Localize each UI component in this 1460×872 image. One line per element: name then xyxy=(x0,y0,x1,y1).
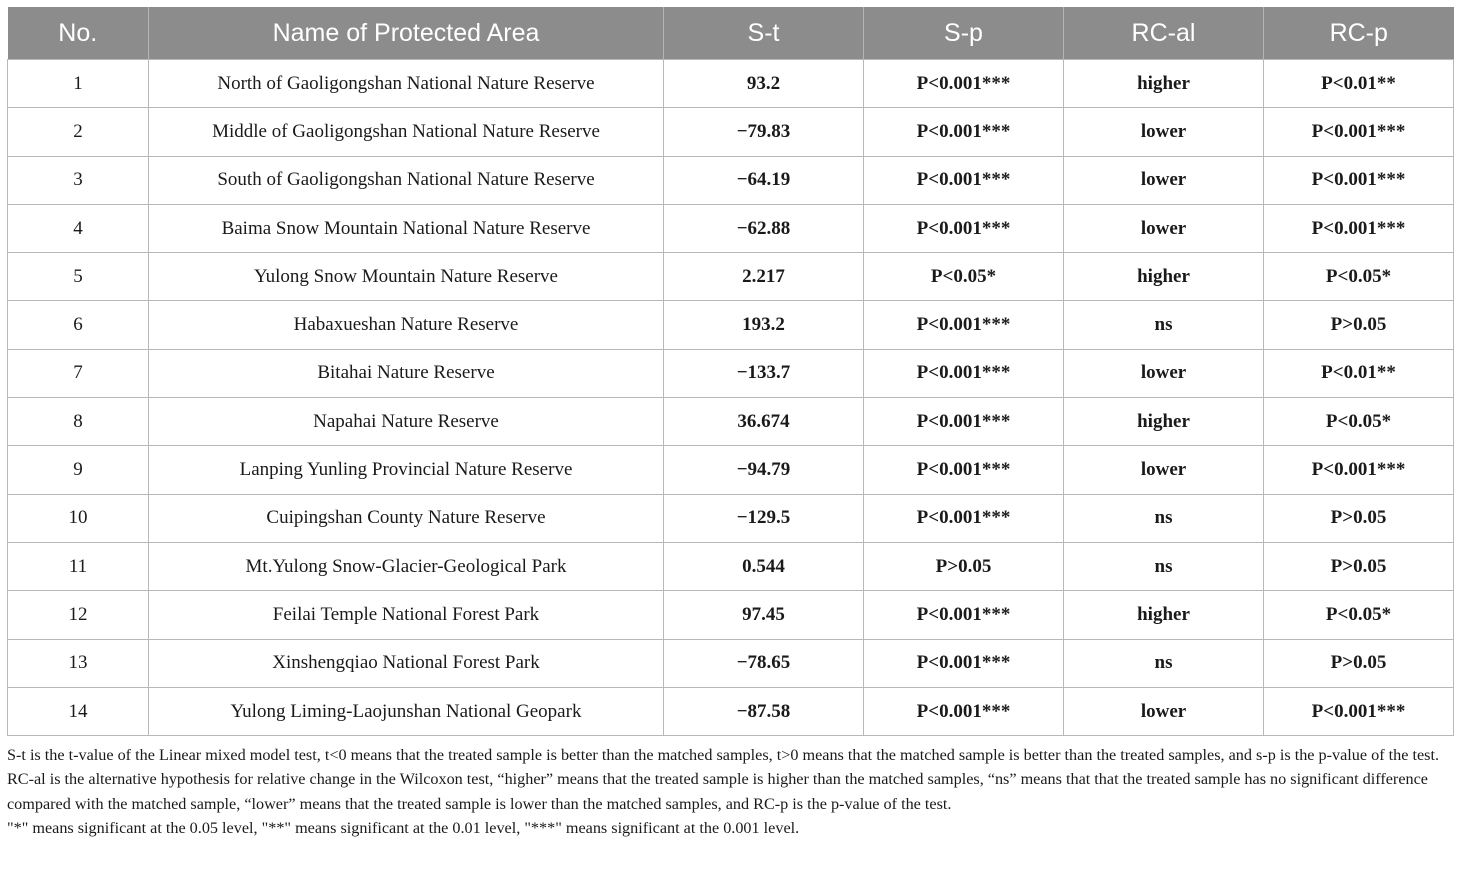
cell-s-t: 0.544 xyxy=(664,542,864,590)
cell-no: 8 xyxy=(8,398,149,446)
cell-name: Napahai Nature Reserve xyxy=(149,398,664,446)
header-name: Name of Protected Area xyxy=(149,7,664,60)
footnote-rc-al: RC-al is the alternative hypothesis for relative change in the Wilcoxon test, “higher” means that the treated sample is higher than the matched samples, “ns” means that that the treated sample has no significant difference compared with the matched sample, “lower” means that the treated sample is lower than the matched samples, and RC-p is the p-value of the test. xyxy=(7,770,1428,813)
cell-s-p: P<0.001*** xyxy=(864,108,1064,156)
cell-s-t: 2.217 xyxy=(664,253,864,301)
cell-name: North of Gaoligongshan National Nature Reserve xyxy=(149,60,664,108)
cell-s-t: −133.7 xyxy=(664,349,864,397)
cell-s-p: P<0.001*** xyxy=(864,639,1064,687)
cell-s-p: P<0.001*** xyxy=(864,156,1064,204)
cell-s-t: −94.79 xyxy=(664,446,864,494)
cell-s-t: 97.45 xyxy=(664,591,864,639)
cell-rc-al: lower xyxy=(1064,446,1264,494)
cell-s-t: −87.58 xyxy=(664,687,864,735)
table-row xyxy=(8,494,1454,542)
cell-no: 7 xyxy=(8,349,149,397)
table-row xyxy=(8,301,1454,349)
cell-rc-p: P<0.001*** xyxy=(1264,204,1454,252)
cell-name: Cuipingshan County Nature Reserve xyxy=(149,494,664,542)
header-s-p: S-p xyxy=(864,7,1064,60)
table-row xyxy=(8,446,1454,494)
cell-name: Yulong Snow Mountain Nature Reserve xyxy=(149,253,664,301)
cell-s-t: −79.83 xyxy=(664,108,864,156)
cell-rc-al: ns xyxy=(1064,542,1264,590)
cell-rc-al: ns xyxy=(1064,639,1264,687)
footnote-significance: "*" means significant at the 0.05 level, "**" means significant at the 0.01 level, "***" means significant at the 0.001 level. xyxy=(7,819,800,838)
cell-no: 3 xyxy=(8,156,149,204)
cell-s-t: 36.674 xyxy=(664,398,864,446)
cell-no: 13 xyxy=(8,639,149,687)
cell-rc-p: P<0.05* xyxy=(1264,253,1454,301)
cell-no: 11 xyxy=(8,542,149,590)
header-rc-al: RC-al xyxy=(1064,7,1264,60)
cell-s-p: P<0.001*** xyxy=(864,494,1064,542)
table-row xyxy=(8,398,1454,446)
cell-s-p: P<0.001*** xyxy=(864,301,1064,349)
table-row xyxy=(8,108,1454,156)
cell-rc-p: P<0.001*** xyxy=(1264,156,1454,204)
table-row xyxy=(8,542,1454,590)
cell-s-p: P<0.001*** xyxy=(864,398,1064,446)
cell-s-p: P<0.001*** xyxy=(864,687,1064,735)
cell-no: 10 xyxy=(8,494,149,542)
cell-rc-al: higher xyxy=(1064,253,1264,301)
cell-rc-p: P>0.05 xyxy=(1264,542,1454,590)
cell-rc-p: P>0.05 xyxy=(1264,639,1454,687)
cell-s-t: 193.2 xyxy=(664,301,864,349)
cell-no: 6 xyxy=(8,301,149,349)
cell-rc-p: P>0.05 xyxy=(1264,301,1454,349)
table-row xyxy=(8,253,1454,301)
cell-name: Yulong Liming-Laojunshan National Geopark xyxy=(149,687,664,735)
header-rc-p: RC-p xyxy=(1264,7,1454,60)
cell-s-t: −129.5 xyxy=(664,494,864,542)
cell-s-t: −78.65 xyxy=(664,639,864,687)
table-row xyxy=(8,687,1454,735)
cell-rc-p: P<0.05* xyxy=(1264,591,1454,639)
cell-s-p: P<0.001*** xyxy=(864,60,1064,108)
protected-area-table xyxy=(7,7,1454,736)
cell-rc-al: ns xyxy=(1064,301,1264,349)
cell-no: 12 xyxy=(8,591,149,639)
cell-rc-al: lower xyxy=(1064,156,1264,204)
cell-rc-p: P<0.001*** xyxy=(1264,108,1454,156)
cell-name: Mt.Yulong Snow-Glacier-Geological Park xyxy=(149,542,664,590)
cell-rc-al: lower xyxy=(1064,204,1264,252)
cell-rc-al: lower xyxy=(1064,108,1264,156)
cell-no: 5 xyxy=(8,253,149,301)
cell-name: Lanping Yunling Provincial Nature Reserve xyxy=(149,446,664,494)
header-no: No. xyxy=(8,7,149,60)
footnote-s-t: S-t is the t-value of the Linear mixed model test, t<0 means that the treated sample is better than the matched samples, t>0 means that the matched sample is better than the treated samples, and s-p is the p-value of the test. xyxy=(7,746,1439,764)
cell-rc-al: lower xyxy=(1064,349,1264,397)
table-row xyxy=(8,156,1454,204)
cell-rc-al: higher xyxy=(1064,60,1264,108)
cell-no: 1 xyxy=(8,60,149,108)
header-row xyxy=(8,7,1454,60)
header-s-t: S-t xyxy=(664,7,864,60)
cell-name: Xinshengqiao National Forest Park xyxy=(149,639,664,687)
cell-rc-al: higher xyxy=(1064,398,1264,446)
cell-rc-p: P>0.05 xyxy=(1264,494,1454,542)
cell-name: Habaxueshan Nature Reserve xyxy=(149,301,664,349)
cell-s-p: P>0.05 xyxy=(864,542,1064,590)
cell-s-t: −62.88 xyxy=(664,204,864,252)
cell-name: Bitahai Nature Reserve xyxy=(149,349,664,397)
cell-no: 14 xyxy=(8,687,149,735)
table-row xyxy=(8,349,1454,397)
cell-name: Middle of Gaoligongshan National Nature Reserve xyxy=(149,108,664,156)
cell-no: 4 xyxy=(8,204,149,252)
cell-s-p: P<0.001*** xyxy=(864,204,1064,252)
cell-s-p: P<0.001*** xyxy=(864,591,1064,639)
table-footnotes xyxy=(7,743,1455,841)
cell-s-t: 93.2 xyxy=(664,60,864,108)
cell-s-p: P<0.001*** xyxy=(864,349,1064,397)
table-row xyxy=(8,204,1454,252)
cell-rc-p: P<0.001*** xyxy=(1264,446,1454,494)
cell-rc-p: P<0.05* xyxy=(1264,398,1454,446)
cell-rc-p: P<0.01** xyxy=(1264,349,1454,397)
cell-rc-p: P<0.001*** xyxy=(1264,687,1454,735)
cell-no: 9 xyxy=(8,446,149,494)
cell-name: South of Gaoligongshan National Nature Reserve xyxy=(149,156,664,204)
cell-s-p: P<0.001*** xyxy=(864,446,1064,494)
table-container xyxy=(7,7,1453,736)
cell-name: Feilai Temple National Forest Park xyxy=(149,591,664,639)
table-row xyxy=(8,60,1454,108)
table-row xyxy=(8,591,1454,639)
cell-rc-al: higher xyxy=(1064,591,1264,639)
cell-rc-al: ns xyxy=(1064,494,1264,542)
cell-no: 2 xyxy=(8,108,149,156)
cell-rc-p: P<0.01** xyxy=(1264,60,1454,108)
cell-name: Baima Snow Mountain National Nature Reserve xyxy=(149,204,664,252)
table-row xyxy=(8,639,1454,687)
cell-rc-al: lower xyxy=(1064,687,1264,735)
cell-s-t: −64.19 xyxy=(664,156,864,204)
cell-s-p: P<0.05* xyxy=(864,253,1064,301)
